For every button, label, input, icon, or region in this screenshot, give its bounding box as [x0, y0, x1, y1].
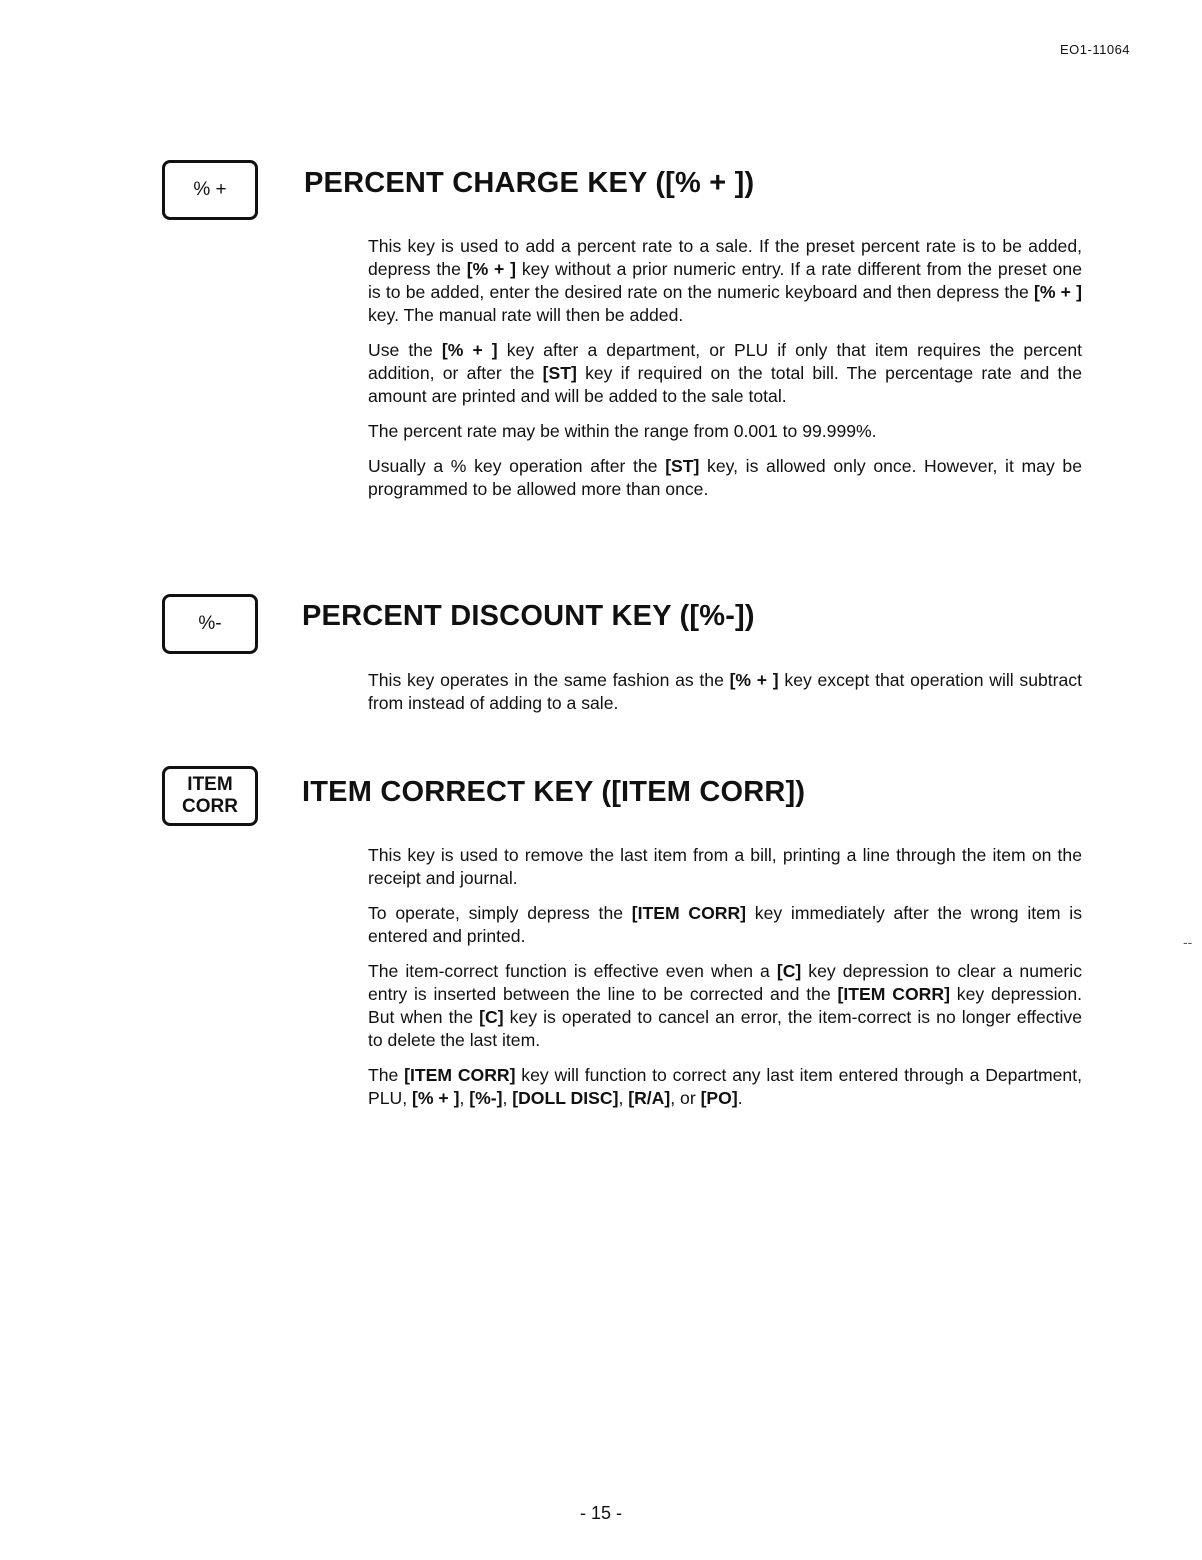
key-label-line2: CORR — [182, 796, 238, 817]
key-label: %- — [198, 613, 222, 634]
section-body-percent-discount — [368, 669, 1082, 727]
paragraph: The item-correct function is effective even when a [C] key depression to clear a numeric entry is inserted between the line to be corrected and the [ITEM CORR] key depression. But when the [C] key is operated to cancel an error, the item-correct is no longer effective to delete the last item. — [368, 961, 1082, 1050]
section-body-percent-charge — [368, 235, 1082, 513]
paragraph: Use the [% + ] key after a department, or PLU if only that item requires the percent addition, or after the [ST] key if required on the total bill. The percentage rate and the amount are printed and will be added to the sale total. — [368, 340, 1083, 406]
margin-mark: -- — [1183, 934, 1193, 950]
document-id: EO1-11064 — [1060, 42, 1131, 57]
page-number: - 15 - — [579, 1503, 622, 1523]
section-body-item-correct — [368, 844, 1082, 1122]
section-heading-item-correct: ITEM CORRECT KEY ([ITEM CORR]) — [302, 776, 806, 808]
paragraph: This key operates in the same fashion as the [% + ] key except that operation will subtract from instead of adding to a sale. — [368, 670, 1082, 713]
paragraph: This key is used to add a percent rate to a sale. If the preset percent rate is to be added, depress the [% + ] key without a prior numeric entry. If a rate different from the preset one is to be added, enter the desired rate on the numeric keyboard and then depress the [% + ] key. The manual rate will then be added. — [368, 236, 1083, 325]
paragraph: The percent rate may be within the range from 0.001 to 99.999%. — [368, 421, 877, 441]
key-label: % + — [193, 179, 227, 200]
key-label-line1: ITEM — [187, 774, 233, 795]
paragraph: The [ITEM CORR] key will function to correct any last item entered through a Department, PLU, [% + ], [%-], [DOLL DISC], [R/A], or [PO]. — [368, 1065, 1082, 1108]
paragraph: To operate, simply depress the [ITEM CORR] key immediately after the wrong item is entered and printed. — [368, 903, 1083, 946]
paragraph: This key is used to remove the last item from a bill, printing a line through the item on the receipt and journal. — [368, 845, 1082, 888]
item-correct-key-icon — [162, 766, 258, 826]
section-heading-percent-charge: PERCENT CHARGE KEY ([% + ]) — [304, 167, 755, 199]
paragraph: Usually a % key operation after the [ST] key, is allowed only once. However, it may be programmed to be allowed more than once. — [368, 456, 1082, 499]
percent-charge-key-icon — [162, 160, 258, 220]
section-heading-percent-discount: PERCENT DISCOUNT KEY ([%-]) — [302, 600, 755, 632]
percent-discount-key-icon — [162, 594, 258, 654]
